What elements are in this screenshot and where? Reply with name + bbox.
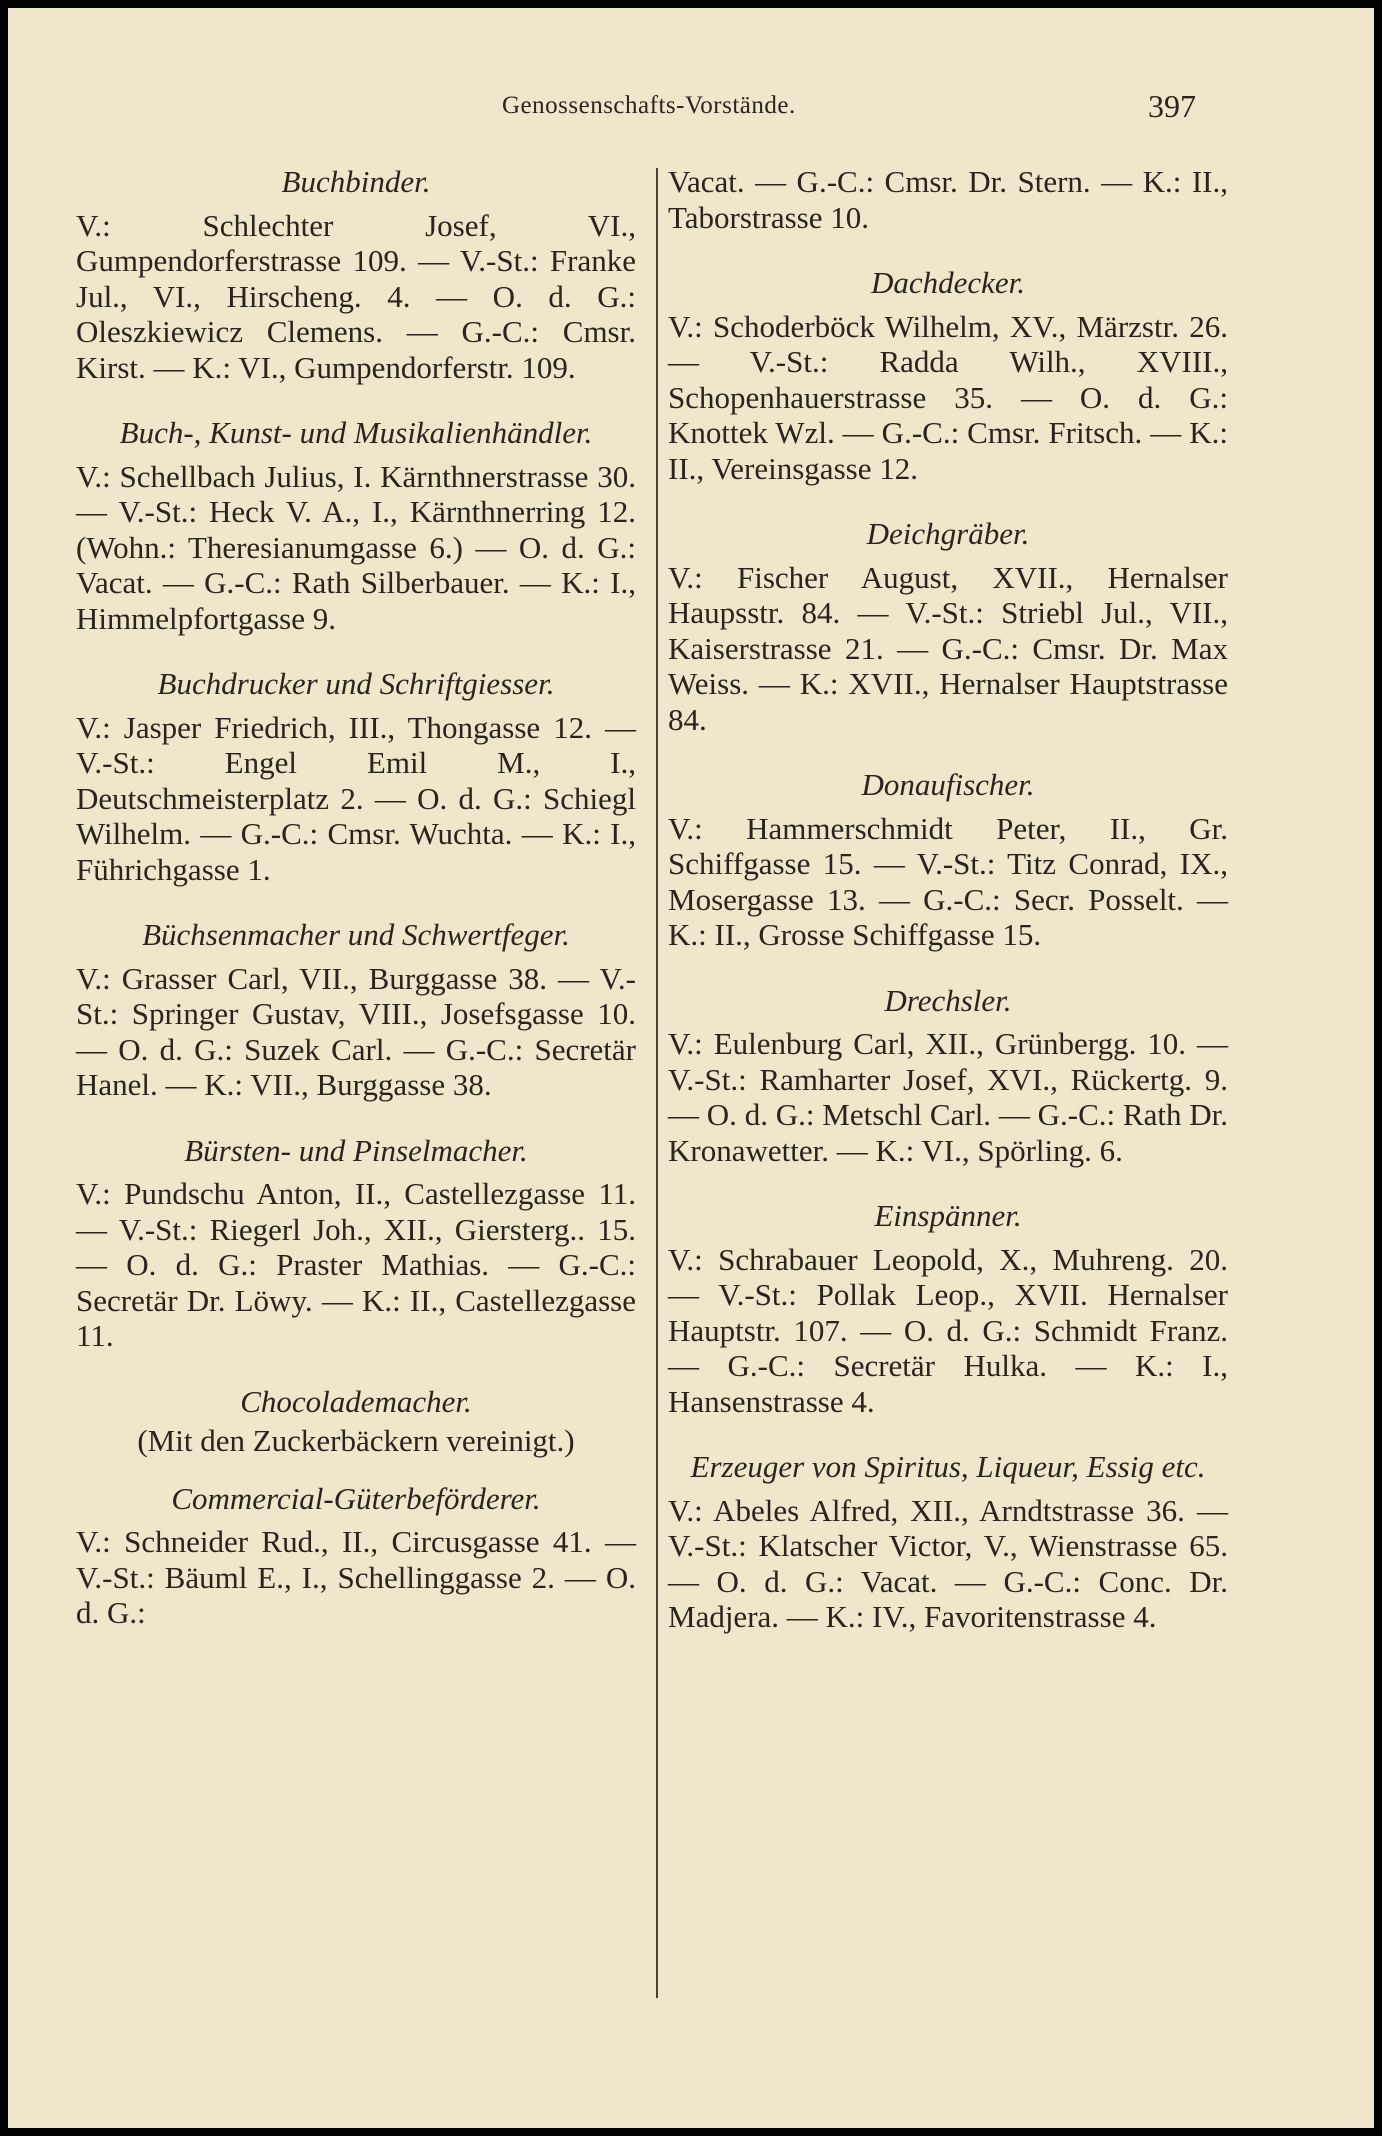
section-buchdrucker bbox=[76, 666, 636, 887]
page-number: 397 bbox=[1148, 88, 1196, 124]
section-heading: Deichgräber. bbox=[866, 516, 1030, 551]
section-donaufischer bbox=[668, 767, 1228, 953]
column-divider bbox=[656, 168, 658, 1998]
section-entry: V.: Jasper Friedrich, III., Thongasse 12. — V.-St.: Engel Emil M., I., Deutschmeisterplatz 2. — O. d. G.: Schiegl Wilhelm. — G.-C.: Cmsr. Wuchta. — K.: I., Führichgasse 1. bbox=[76, 709, 636, 887]
section-entry: V.: Schneider Rud., II., Circusgasse 41. — V.-St.: Bäuml E., I., Schellinggasse 2. — O. d. G.: bbox=[76, 1524, 636, 1630]
section-gueterbefoerderer bbox=[76, 1481, 636, 1631]
right-column bbox=[668, 164, 1228, 1665]
section-heading: Commercial-Güterbeförderer. bbox=[171, 1480, 541, 1516]
section-entry: V.: Grasser Carl, VII., Burggasse 38. — V.-St.: Springer Gustav, VIII., Josefsgasse 10. — O. d. G.: Suzek Carl. — G.-C.: Secretär Hanel. — K.: VII., Burggasse 38. bbox=[76, 960, 636, 1102]
section-chocolademacher bbox=[76, 1384, 636, 1459]
left-column bbox=[76, 164, 636, 1661]
section-heading: Dachdecker. bbox=[870, 265, 1026, 300]
section-buerstenmacher bbox=[76, 1133, 636, 1354]
section-entry: V.: Schlechter Josef, VI., Gumpendorferstrasse 109. — V.-St.: Franke Jul., VI., Hirscheng. 4. — O. d. G.: Oleszkiewicz Clemens. — G.-C.: Cmsr. Kirst. — K.: VI., Gumpendorferstr. 109. bbox=[76, 207, 636, 385]
section-entry: V.: Schellbach Julius, I. Kärnthnerstrasse 30. — V.-St.: Heck V. A., I., Kärnthnerring 12. (Wohn.: Theresianumgasse 6.) — O. d. G.: Vacat. — G.-C.: Rath Silberbauer. — K.: I., Himmelpfortgasse 9. bbox=[76, 458, 636, 636]
scanned-page bbox=[8, 8, 1374, 2128]
section-heading: Buch-, Kunst- und Musikalienhändler. bbox=[119, 415, 593, 450]
section-heading: Drechsler. bbox=[884, 982, 1012, 1018]
section-buchbinder bbox=[76, 164, 636, 385]
continued-entry: Vacat. — G.-C.: Cmsr. Dr. Stern. — K.: II., Taborstrasse 10. bbox=[668, 164, 1228, 235]
section-buchhaendler bbox=[76, 415, 636, 636]
section-heading: Einspänner. bbox=[874, 1198, 1022, 1233]
section-heading: Buchbinder. bbox=[281, 164, 431, 199]
section-entry: V.: Fischer August, XVII., Hernalser Haupsstr. 84. — V.-St.: Striebl Jul., VII., Kaiserstrasse 21. — G.-C.: Cmsr. Dr. Max Weiss. — K.: XVII., Hernalser Hauptstrasse 84. bbox=[668, 559, 1228, 737]
section-entry: V.: Eulenburg Carl, XII., Grünbergg. 10. — V.-St.: Ramharter Josef, XVI., Rückertg. 9. — O. d. G.: Metschl Carl. — G.-C.: Rath Dr. Kronawetter. — K.: VI., Spörling. 6. bbox=[668, 1026, 1228, 1168]
section-entry: V.: Abeles Alfred, XII., Arndtstrasse 36. — V.-St.: Klatscher Victor, V., Wienstrasse 65. — O. d. G.: Vacat. — G.-C.: Conc. Dr. Madjera. — K.: IV., Favoritenstrasse 4. bbox=[668, 1492, 1228, 1634]
section-heading: Erzeuger von Spiritus, Liqueur, Essig etc. bbox=[690, 1449, 1206, 1484]
section-dachdecker bbox=[668, 265, 1228, 486]
section-deichgraeber bbox=[668, 516, 1228, 737]
section-note: (Mit den Zuckerbäckern vereinigt.) bbox=[137, 1423, 575, 1458]
section-drechsler bbox=[668, 983, 1228, 1169]
section-heading: Büchsenmacher und Schwertfeger. bbox=[142, 917, 570, 952]
section-entry: V.: Schrabauer Leopold, X., Muhreng. 20. — V.-St.: Pollak Leop., XVII. Hernalser Hauptstr. 107. — O. d. G.: Schmidt Franz. — G.-C.: Secretär Hulka. — K.: I., Hansenstrasse 4. bbox=[668, 1241, 1228, 1419]
running-title: Genossenschafts-Vorstände. bbox=[502, 92, 796, 119]
section-heading: Chocolademacher. bbox=[240, 1383, 472, 1419]
section-continuation bbox=[668, 164, 1228, 235]
section-heading: Donaufischer. bbox=[861, 767, 1035, 802]
section-heading: Buchdrucker und Schriftgiesser. bbox=[157, 666, 555, 701]
section-spiritus-erzeuger bbox=[668, 1449, 1228, 1635]
section-entry: V.: Pundschu Anton, II., Castellezgasse 11. — V.-St.: Riegerl Joh., XII., Giersterg.. 15. — O. d. G.: Praster Mathias. — G.-C.: Secretär Dr. Löwy. — K.: II., Castellezgasse 11. bbox=[76, 1176, 636, 1353]
section-entry: V.: Hammerschmidt Peter, II., Gr. Schiffgasse 15. — V.-St.: Titz Conrad, IX., Mosergasse 13. — G.-C.: Secr. Posselt. — K.: II., Grosse Schiffgasse 15. bbox=[668, 810, 1228, 952]
section-buechsenmacher bbox=[76, 917, 636, 1103]
section-entry: V.: Schoderböck Wilhelm, XV., Märzstr. 26. — V.-St.: Radda Wilh., XVIII., Schopenhauerstrasse 35. — O. d. G.: Knottek Wzl. — G.-C.: Cmsr. Fritsch. — K.: II., Vereinsgasse 12. bbox=[668, 308, 1228, 486]
section-heading: Bürsten- und Pinselmacher. bbox=[184, 1132, 528, 1168]
section-einspaenner bbox=[668, 1198, 1228, 1419]
